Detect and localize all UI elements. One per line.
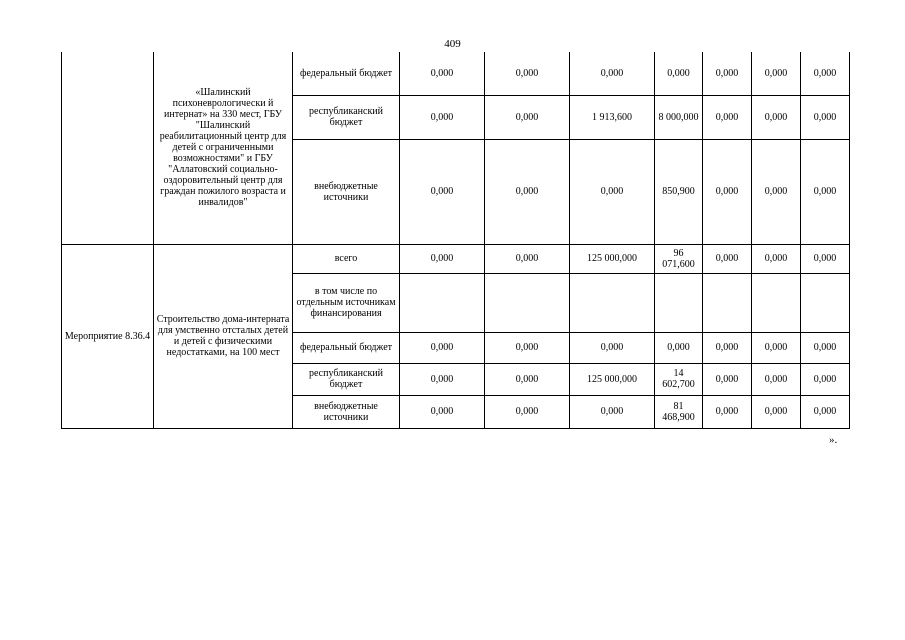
value-cell: 0,000 bbox=[570, 332, 655, 363]
event-cell: Мероприятие 8.36.4 bbox=[62, 244, 154, 428]
value-cell: 8 000,000 bbox=[655, 95, 703, 139]
value-cell: 0,000 bbox=[801, 332, 850, 363]
value-cell bbox=[570, 273, 655, 332]
value-cell: 0,000 bbox=[752, 395, 801, 428]
value-cell bbox=[485, 273, 570, 332]
value-cell: 81 468,900 bbox=[655, 395, 703, 428]
value-cell: 0,000 bbox=[801, 244, 850, 273]
value-cell: 0,000 bbox=[400, 139, 485, 244]
value-cell: 0,000 bbox=[400, 395, 485, 428]
value-cell: 14 602,700 bbox=[655, 363, 703, 395]
value-cell: 0,000 bbox=[655, 332, 703, 363]
value-cell bbox=[752, 273, 801, 332]
value-cell: 0,000 bbox=[752, 363, 801, 395]
value-cell: 0,000 bbox=[752, 244, 801, 273]
closing-quote: ». bbox=[829, 434, 838, 446]
description-cell: «Шалинский психоневрологически й интернат» на 330 мест, ГБУ "Шалинский реабилитационный центр для детей с ограниченными возможностями" и ГБУ "Аллатовский социально-оздоровительный центр для граждан пожилого возраста и инвалидов" bbox=[154, 52, 293, 244]
value-cell: 0,000 bbox=[801, 52, 850, 95]
value-cell: 0,000 bbox=[801, 95, 850, 139]
value-cell: 0,000 bbox=[485, 363, 570, 395]
value-cell bbox=[801, 273, 850, 332]
value-cell: 0,000 bbox=[703, 395, 752, 428]
source-cell: федеральный бюджет bbox=[293, 332, 400, 363]
value-cell: 125 000,000 bbox=[570, 363, 655, 395]
value-cell: 0,000 bbox=[570, 139, 655, 244]
event-cell bbox=[62, 52, 154, 244]
value-cell: 0,000 bbox=[485, 52, 570, 95]
value-cell: 0,000 bbox=[801, 139, 850, 244]
value-cell: 0,000 bbox=[703, 244, 752, 273]
source-cell: внебюджетные источники bbox=[293, 139, 400, 244]
value-cell: 0,000 bbox=[703, 139, 752, 244]
page-number: 409 bbox=[444, 38, 461, 50]
source-cell: республиканский бюджет bbox=[293, 363, 400, 395]
source-cell: федеральный бюджет bbox=[293, 52, 400, 95]
value-cell: 0,000 bbox=[570, 52, 655, 95]
value-cell: 0,000 bbox=[801, 363, 850, 395]
value-cell bbox=[703, 273, 752, 332]
value-cell: 0,000 bbox=[752, 52, 801, 95]
value-cell: 0,000 bbox=[655, 52, 703, 95]
value-cell: 0,000 bbox=[400, 363, 485, 395]
value-cell: 0,000 bbox=[801, 395, 850, 428]
value-cell: 0,000 bbox=[570, 395, 655, 428]
value-cell: 0,000 bbox=[703, 363, 752, 395]
value-cell: 0,000 bbox=[400, 95, 485, 139]
source-cell: внебюджетные источники bbox=[293, 395, 400, 428]
value-cell: 0,000 bbox=[485, 395, 570, 428]
value-cell: 1 913,600 bbox=[570, 95, 655, 139]
value-cell: 0,000 bbox=[703, 332, 752, 363]
value-cell: 0,000 bbox=[400, 332, 485, 363]
description-cell: Строительство дома-интерната для умственно отсталых детей и детей с физическими недостатками, на 100 мест bbox=[154, 244, 293, 428]
value-cell: 0,000 bbox=[752, 332, 801, 363]
source-cell: республиканский бюджет bbox=[293, 95, 400, 139]
source-cell: всего bbox=[293, 244, 400, 273]
budget-table bbox=[61, 52, 850, 429]
value-cell: 0,000 bbox=[485, 332, 570, 363]
value-cell: 96 071,600 bbox=[655, 244, 703, 273]
value-cell: 0,000 bbox=[752, 95, 801, 139]
table-row bbox=[62, 244, 850, 273]
value-cell: 0,000 bbox=[703, 52, 752, 95]
value-cell: 0,000 bbox=[485, 139, 570, 244]
source-cell: в том числе по отдельным источникам финансирования bbox=[293, 273, 400, 332]
value-cell bbox=[655, 273, 703, 332]
value-cell: 0,000 bbox=[485, 244, 570, 273]
value-cell: 850,900 bbox=[655, 139, 703, 244]
value-cell: 0,000 bbox=[752, 139, 801, 244]
value-cell: 125 000,000 bbox=[570, 244, 655, 273]
value-cell bbox=[400, 273, 485, 332]
value-cell: 0,000 bbox=[400, 244, 485, 273]
value-cell: 0,000 bbox=[703, 95, 752, 139]
value-cell: 0,000 bbox=[400, 52, 485, 95]
value-cell: 0,000 bbox=[485, 95, 570, 139]
table-row bbox=[62, 52, 850, 95]
